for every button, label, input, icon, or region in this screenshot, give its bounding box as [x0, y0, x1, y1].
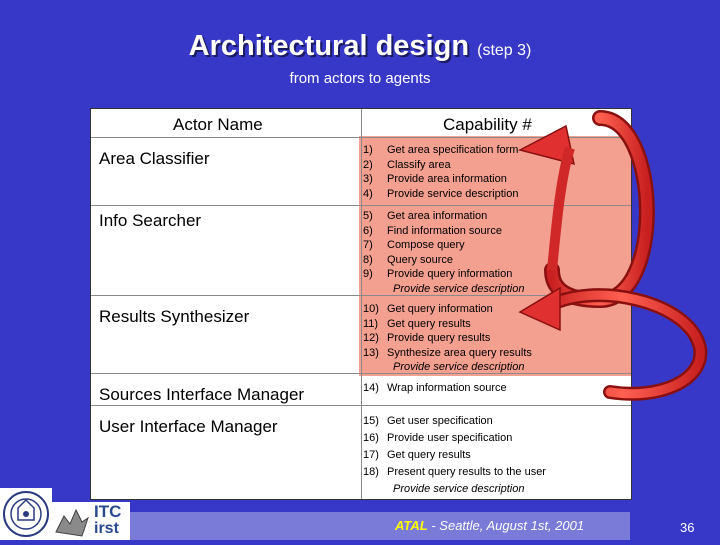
footer-event-details: - Seattle, August 1st, 2001 [427, 518, 585, 533]
itc-irst-logo [52, 502, 130, 540]
seal-icon [0, 488, 52, 540]
itc-text: ITC [94, 502, 122, 521]
header-capability: Capability # [443, 115, 532, 134]
capability-item: 14) Wrap information source [363, 382, 507, 394]
capability-item: 5) Get area information [363, 210, 488, 222]
actor-info-searcher: Info Searcher [99, 211, 202, 230]
capability-item: 13) Synthesize area query results [363, 346, 532, 359]
capability-item: 1) Get area specification form [363, 144, 519, 156]
capability-continuation: Provide service description [393, 282, 525, 295]
loop-arrow-icon [520, 118, 647, 300]
actor-results-synthesizer: Results Synthesizer [99, 307, 250, 326]
capability-item: 15) Get user specification [363, 415, 493, 427]
capability-item: 2) Classify area [363, 158, 451, 171]
actor-user-interface-manager: User Interface Manager [99, 417, 278, 436]
slide-title-step: (step 3) [477, 42, 532, 59]
university-seal-logo [0, 488, 52, 540]
capability-item: 12) Provide query results [363, 332, 491, 344]
footer-event-name: ATAL [395, 518, 428, 533]
capability-item: 17) Get query results [363, 449, 471, 461]
capability-item: 11) Get query results [363, 317, 471, 330]
capability-item: 8) Query source [363, 253, 454, 266]
slide-title-main: Architectural design [188, 30, 470, 62]
capability-item: 16) Provide user specification [363, 432, 513, 444]
capability-continuation: Provide service description [393, 361, 525, 373]
capability-item: 3) Provide area information [363, 173, 507, 185]
capability-item: 6) Find information source [363, 224, 502, 237]
capability-item: 9) Provide query information [363, 268, 513, 280]
footer-event [395, 518, 584, 533]
slide-subtitle: from actors to agents [289, 70, 431, 87]
actor-sources-interface-manager: Sources Interface Manager [99, 385, 305, 404]
capability-item: 18) Present query results to the user [363, 466, 546, 478]
page-number: 36 [680, 520, 695, 535]
capability-continuation: Provide service description [393, 483, 525, 495]
irst-text: irst [94, 520, 119, 537]
capability-item: 4) Provide service description [363, 187, 519, 200]
capability-item: 10) Get query information [363, 303, 493, 315]
capability-item: 7) Compose query [363, 239, 465, 251]
header-actor-name: Actor Name [173, 115, 263, 134]
actor-area-classifier: Area Classifier [99, 149, 210, 168]
eagle-icon [52, 502, 92, 540]
